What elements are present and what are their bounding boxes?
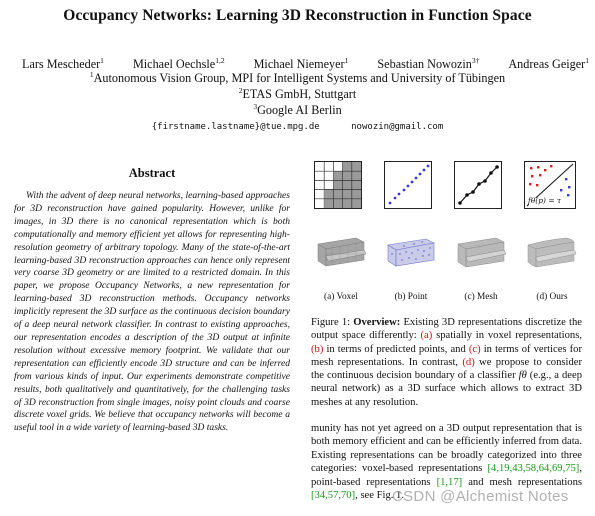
figure-sublabel-ours: (d) Ours [536, 292, 568, 302]
caption-ref-d[interactable]: (d) [462, 356, 475, 368]
affiliation: $^1$Autonomous Vision Group, MPI for Intelligent Systems and University of Tübingen [89, 70, 506, 85]
mesh-panel [454, 161, 502, 209]
mesh-sofa-render [452, 236, 508, 276]
author: Michael Oechsle$^{1,2}$ [132, 56, 225, 71]
voxel-grid-graphic [315, 162, 361, 208]
author: Lars Mescheder$^1$ [22, 56, 104, 71]
point-cloud-graphic [385, 162, 431, 208]
figure-sublabel-point: (b) Point [394, 292, 428, 302]
author: Andreas Geiger$^1$ [508, 56, 589, 71]
abstract-text: With the advent of deep neural networks, learning-based approaches for 3D reconstruction have gained popularity. However, unlike for images, in 3D there is no canonical representation which is both computationally and memory efficient yet allows for representing high-resolution geometry of arbitrary topology. Many of the state-of-the-art learning-based 3D reconstruction approaches can hence only represent very coarse 3D geometry or are limited to a restricted domain. In this paper, we propose Occupancy Networks, a new representation for learning-based 3D reconstruction methods. Occupancy networks implicitly represent the 3D surface as the continuous decision boundary of a deep neural network classifier. In contrast to existing approaches, our representation encodes a description of the 3D output at infinite resolution without excessive memory footprint. We validate that our representation can efficiently encode 3D structure and can be inferred from various kinds of input. Our experiments demonstrate competitive results, both qualitatively and quantitatively, for the challenging tasks of 3D reconstruction from single images, noisy point clouds and coarse discrete voxel grids. We believe that occupancy networks will become a useful tool in a wide variety of learning-based 3D tasks. [14, 190, 290, 434]
citation-mesh[interactable]: [34,57,70] [311, 490, 356, 502]
caption-ref-b[interactable]: (b) [311, 343, 324, 355]
figure-sublabel-mesh: (c) Mesh [464, 292, 498, 302]
voxel-sofa-render [312, 236, 368, 276]
decision-boundary-label: fθ(p) = τ [528, 196, 562, 205]
caption-ref-a[interactable]: (a) [420, 330, 433, 342]
citation-point[interactable]: [1,17] [436, 476, 463, 488]
body-paragraph: munity has not yet agreed on a 3D output representation that is both memory efficient and can be efficiently inferred from data. Existing representations can be broadly categorized into three categories: voxel-based representations [4,19,43,58,64,69,75], point-based representations [1,17] and mesh representations [34,57,70], see Fig. 1. [311, 423, 582, 502]
affiliation: $^3$Google AI Berlin [253, 102, 342, 117]
abstract-heading: Abstract [128, 166, 176, 180]
citation-voxel[interactable]: [4,19,43,58,64,69,75] [487, 463, 580, 475]
watermark: CSDN @Alchemist Notes [392, 488, 569, 505]
figure-sublabel-voxel: (a) Voxel [324, 292, 358, 302]
point-panel [384, 161, 432, 209]
occupancy-panel [524, 161, 576, 209]
occupancy-sofa-render [522, 236, 578, 276]
voxel-panel [314, 161, 362, 209]
author: Michael Niemeyer$^1$ [253, 56, 349, 71]
paper-title: Occupancy Networks: Learning 3D Reconstruction in Function Space [63, 7, 532, 24]
caption-ref-c[interactable]: (c) [468, 343, 481, 355]
email-line [0, 122, 595, 132]
email: {firstname.lastname}@tue.mpg.de [151, 122, 320, 132]
email: nowozin@gmail.com [351, 122, 444, 132]
figure-caption: Figure 1: Overview: Existing 3D representations discretize the output space differently: (a) spatially in voxel representations, (b) in terms of predicted points, and (c) in terms of vertices for mesh representations. In contrast, (d) we propose to consider the continuous decision boundary of a classifier fθ (e.g., a deep neural network) as a 3D surface which allows to extract 3D meshes at any resolution. [311, 317, 582, 408]
author: Sebastian Nowozin$^{3\dagger}$ [377, 56, 480, 71]
point-sofa-render [382, 236, 438, 276]
affiliation: $^2$ETAS GmbH, Stuttgart [238, 86, 357, 101]
mesh-graphic [455, 162, 501, 208]
